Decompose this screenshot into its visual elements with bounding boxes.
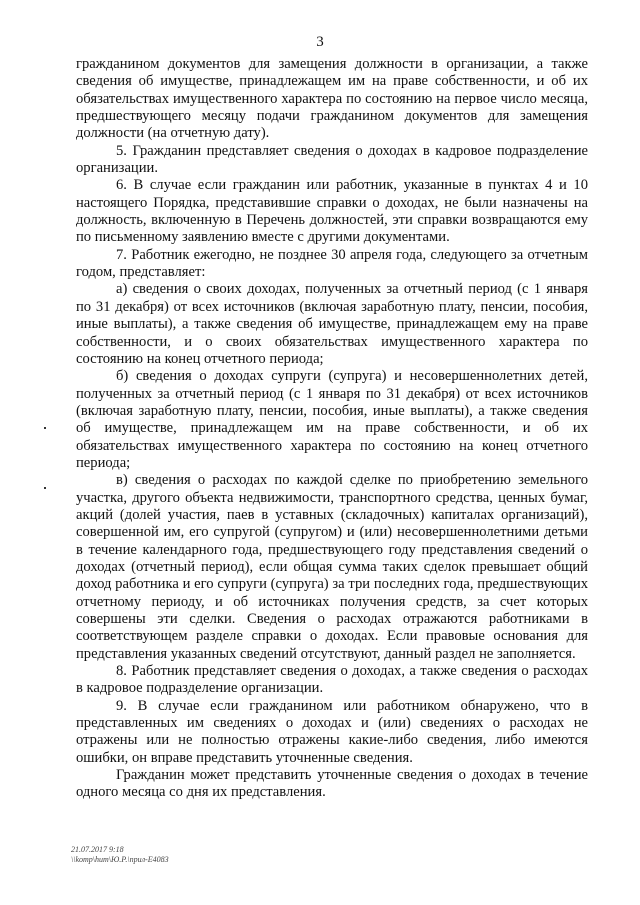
footer-timestamp: 21.07.2017 9:18 <box>71 845 124 854</box>
document-body <box>76 56 588 802</box>
page-number: 3 <box>316 34 324 50</box>
paragraph-item-9: 9. В случае если гражданином или работником обнаружено, что в представленных им сведениях о доходах и (или) сведениях о расходах не отражены или не полностью отражены какие-либо сведения, либо имеются ошибки, он вправе представить уточненные сведения. <box>76 697 588 766</box>
paragraph-item-7: 7. Работник ежегодно, не позднее 30 апреля года, следующего за отчетным годом, представляет: <box>76 246 588 281</box>
footer-file-path: \\komp\hum\Ю.Р.\прил-E4083 <box>71 855 169 864</box>
scan-speck <box>44 427 46 429</box>
paragraph-item-7b: б) сведения о доходах супруги (супруга) и несовершеннолетних детей, полученных за отчетный период (с 1 января по 31 декабря) от всех источников (включая заработную плату, пенсии, пособия, иные выплаты), а также сведения об имуществе, принадлежащем им на праве собственности, и об их обязательствах имущественного характера по состоянию на конец отчетного периода; <box>76 368 588 471</box>
scan-speck <box>44 487 46 489</box>
paragraph-item-5: 5. Гражданин представляет сведения о доходах в кадровое подразделение организации. <box>76 142 588 177</box>
paragraph-refined-info: Гражданин может представить уточненные сведения о доходах в течение одного месяца со дня их представления. <box>76 767 588 801</box>
print-footer <box>71 845 169 865</box>
paragraph-item-6: 6. В случае если гражданин или работник, указанные в пунктах 4 и 10 настоящего Порядка, представившие справки о доходах, не были назначены на должность, включенную в Перечень должностей, эти справки возвращаются ему по письменному заявлению вместе с другими документами. <box>76 177 588 246</box>
paragraph-item-7a: а) сведения о своих доходах, полученных за отчетный период (с 1 января по 31 декабря) от всех источников (включая заработную плату, пенсии, пособия, иные выплаты), а также сведения об имуществе, принадлежащем ему на праве собственности, и о своих обязательствах имущественного характера по состоянию на конец отчетного периода; <box>76 281 588 367</box>
paragraph-item-8: 8. Работник представляет сведения о доходах, а также сведения о расходах в кадровое подразделение организации. <box>76 663 588 697</box>
paragraph-continuation: гражданином документов для замещения должности в организации, а также сведения об имуществе, принадлежащем им на праве собственности, и об их обязательствах имущественного характера по состоянию на первое число месяца, предшествующего месяцу подачи гражданином документов для замещения должности (на отчетную дату). <box>76 56 588 142</box>
paragraph-item-7v: в) сведения о расходах по каждой сделке по приобретению земельного участка, другого объекта недвижимости, транспортного средства, ценных бумаг, акций (долей участия, паев в уставных (складочных) капиталах организаций), совершенной им, его супругой (супругом) и (или) несовершеннолетними детьми в течение календарного года, предшествующего году представления сведений о доходах (отчетный период), если общая сумма таких сделок превышает общий доход работника и его супруги (супруга) за три последних года, предшествующих отчетному периоду, и об источниках получения средств, за счет которых совершены эти сделки. Сведения о расходах отражаются работниками в соответствующем разделе справки о доходах. Если правовые основания для представления указанных сведений отсутствуют, данный раздел не заполняется. <box>76 472 588 662</box>
